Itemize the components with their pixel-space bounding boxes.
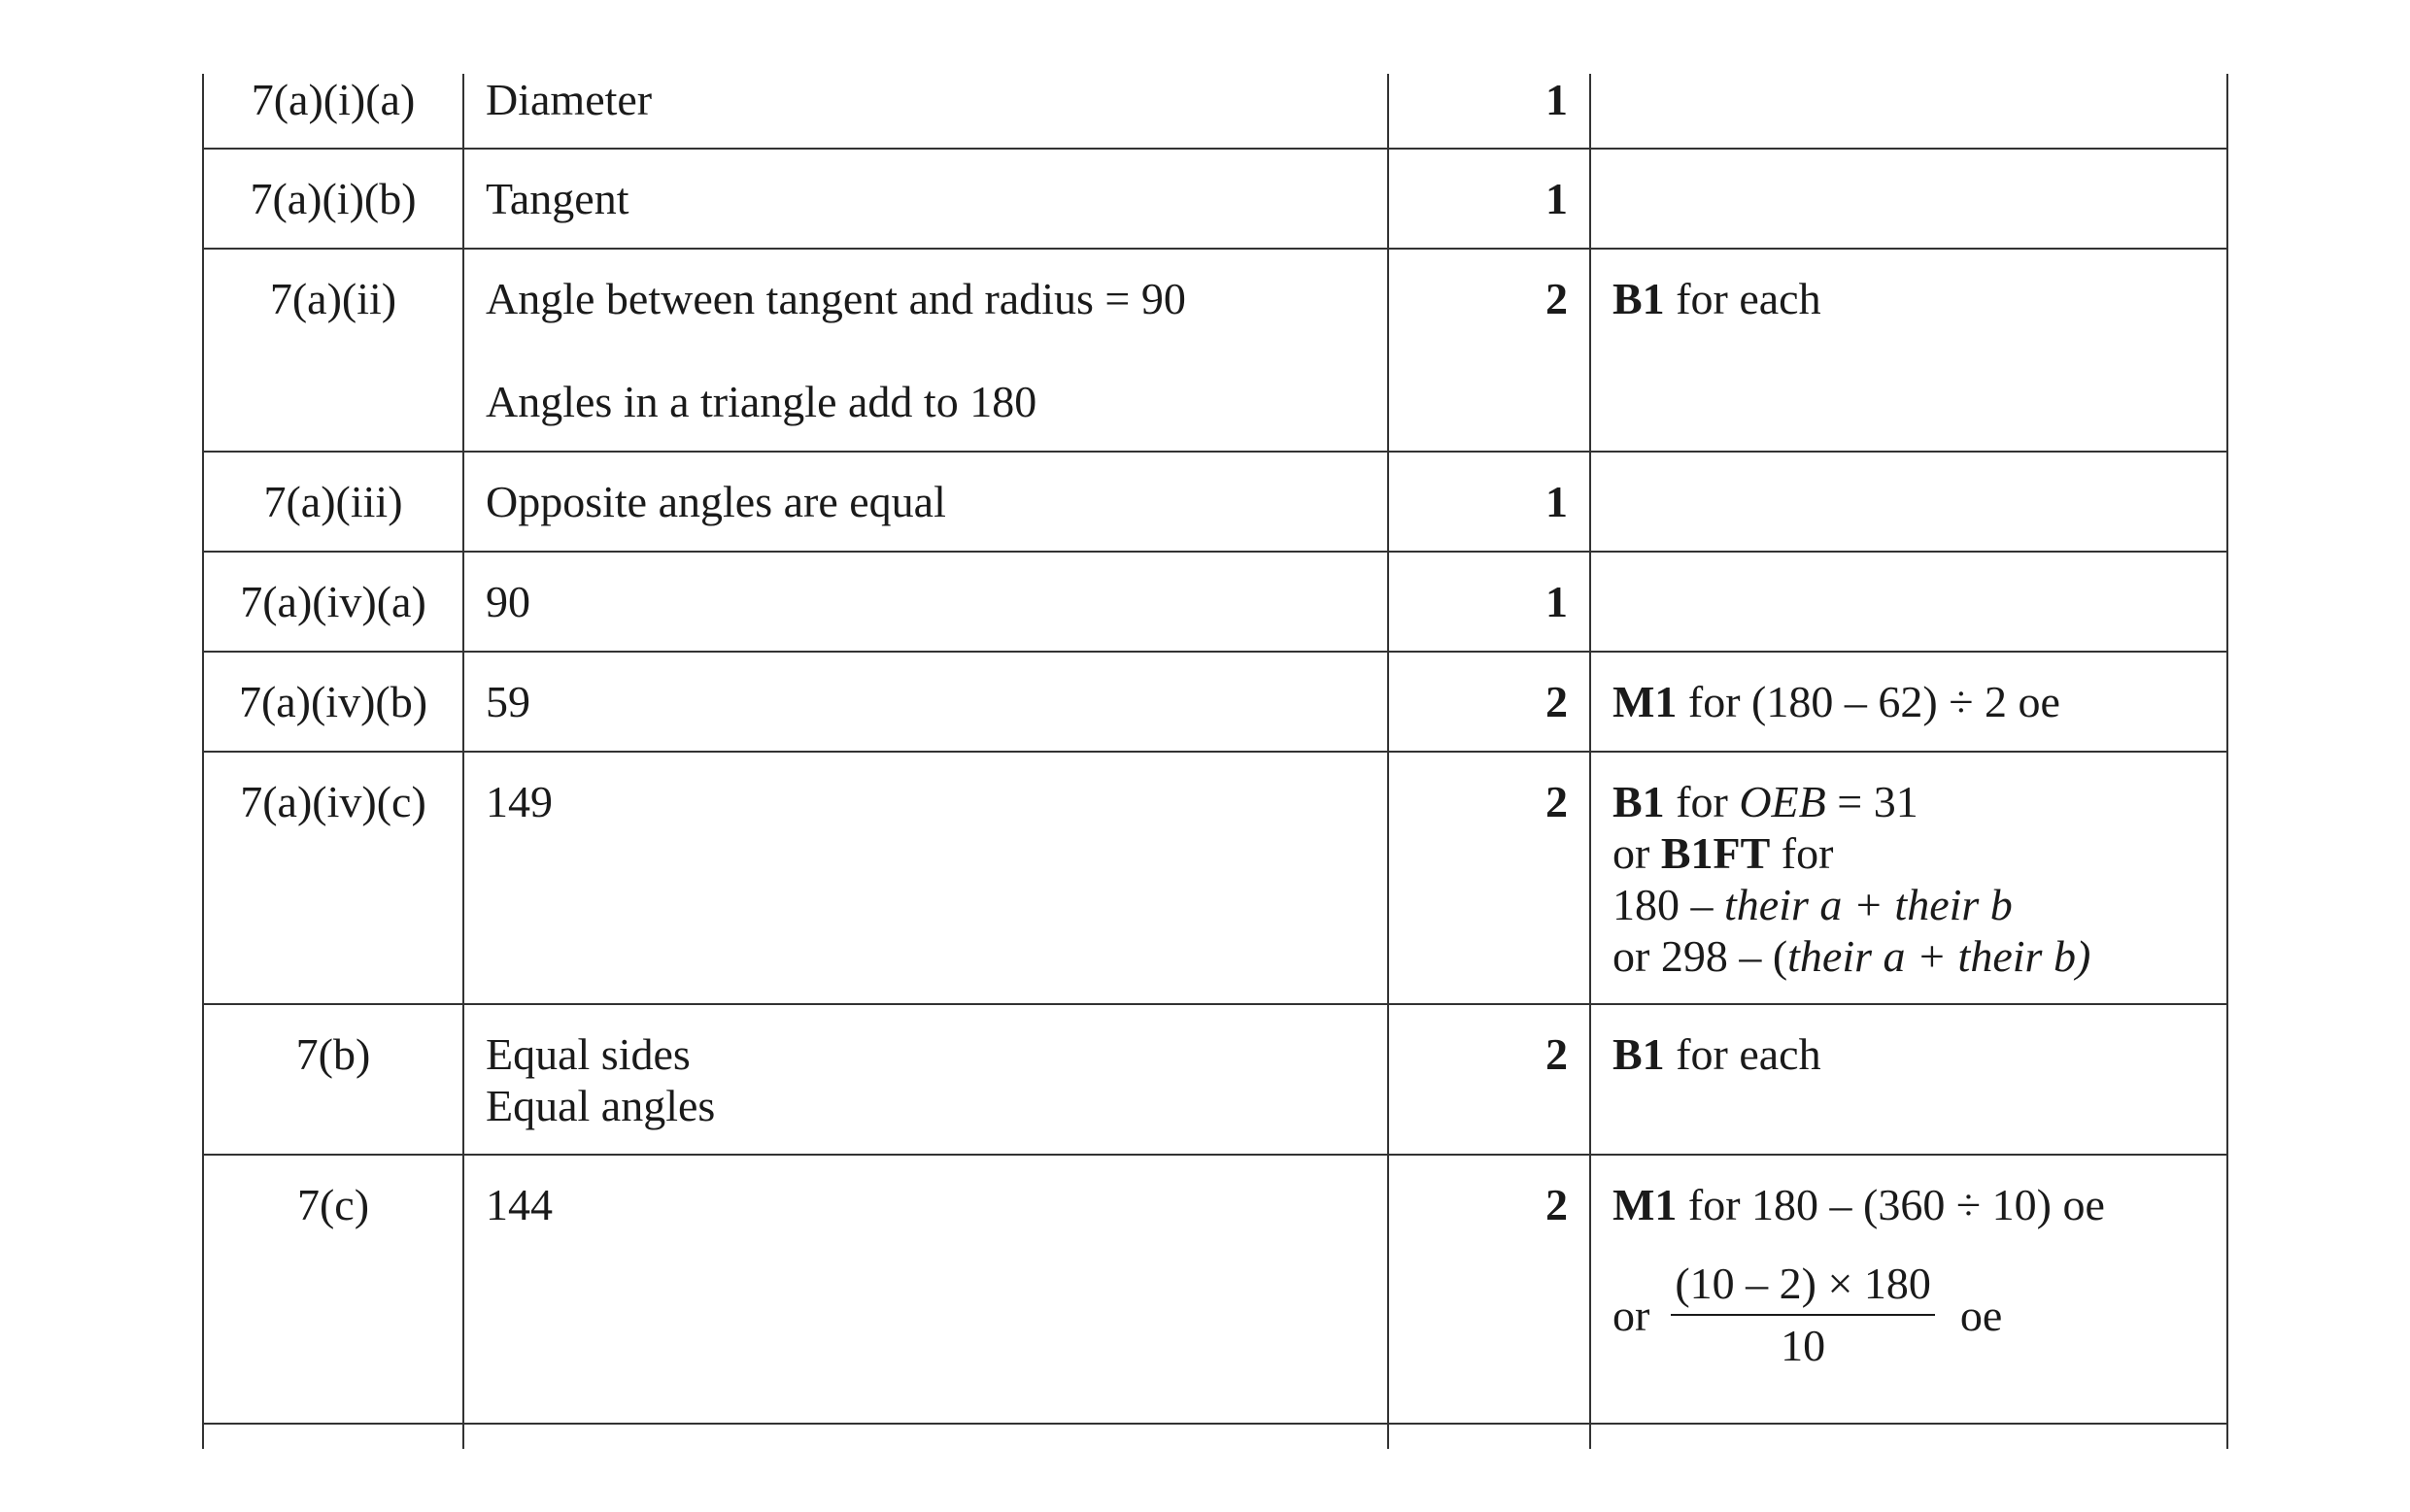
guidance-cell <box>1590 452 2227 552</box>
guidance-line: B1 for each <box>1612 1029 1821 1079</box>
answer-line: Equal angles <box>486 1081 716 1130</box>
question-cell: 7(a)(iv)(b) <box>203 652 463 752</box>
question-cell: 7(a)(iv)(c) <box>203 752 463 1004</box>
question-cell: 7(a)(i)(a) <box>203 74 463 149</box>
guidance-cell <box>1590 552 2227 652</box>
guidance-line: M1 for 180 – (360 ÷ 10) oe <box>1612 1180 2105 1229</box>
marks-cell: 1 <box>1388 452 1590 552</box>
question-cell: 7(a)(iii) <box>203 452 463 552</box>
guidance-cell <box>1590 752 2227 1004</box>
question-cell: 7(a)(ii) <box>203 249 463 452</box>
table-row <box>203 452 2227 552</box>
marks-cell: 2 <box>1388 752 1590 1004</box>
table-row <box>203 249 2227 452</box>
guidance-cell <box>1590 249 2227 452</box>
answer-cell <box>463 74 1388 149</box>
table-row <box>203 652 2227 752</box>
marks-cell: 2 <box>1388 1155 1590 1424</box>
guidance-line: 180 – their a + their b <box>1612 880 2013 929</box>
marks-cell: 1 <box>1388 74 1590 149</box>
guidance-line: M1 for (180 – 62) ÷ 2 oe <box>1612 677 2060 726</box>
marks-cell: 2 <box>1388 652 1590 752</box>
answer-cell <box>463 149 1388 249</box>
fraction-expression: or $\frac{(10 - 2) \times 180}{10}$ oe <box>1612 1259 2003 1370</box>
question-cell: 7(a)(iv)(a) <box>203 552 463 652</box>
answer-line: Equal sides <box>486 1029 691 1079</box>
mark-scheme-table <box>202 74 2228 1449</box>
marks-cell: 1 <box>1388 149 1590 249</box>
guidance-cell <box>1590 1155 2227 1424</box>
marks-cell: 2 <box>1388 249 1590 452</box>
answer-cell <box>463 752 1388 1004</box>
answer-line: 149 <box>486 777 553 826</box>
table-row <box>203 552 2227 652</box>
question-cell: 7(c) <box>203 1155 463 1424</box>
guidance-line: B1 for OEB = 31 <box>1612 777 1918 826</box>
marks-cell: 1 <box>1388 552 1590 652</box>
guidance-cell <box>1590 652 2227 752</box>
mark-code: B1 <box>1612 1029 1665 1079</box>
answer-line: 59 <box>486 677 530 726</box>
question-cell: 7(a)(i)(b) <box>203 149 463 249</box>
guidance-cell <box>1590 1004 2227 1155</box>
answer-line: Angles in a triangle add to 180 <box>486 377 1037 426</box>
mark-code: B1FT <box>1660 828 1771 878</box>
guidance-line: or B1FT for <box>1612 828 1834 878</box>
table-row <box>203 74 2227 149</box>
answer-cell <box>463 249 1388 452</box>
answer-cell <box>463 652 1388 752</box>
mark-scheme-page <box>202 74 2226 1449</box>
answer-cell <box>463 452 1388 552</box>
answer-line: 90 <box>486 577 530 626</box>
answer-line: Opposite angles are equal <box>486 477 946 526</box>
guidance-line: or 298 – (their a + their b) <box>1612 931 2091 981</box>
mark-code: B1 <box>1612 274 1665 323</box>
guidance-cell <box>1590 149 2227 249</box>
guidance-line: B1 for each <box>1612 274 1821 323</box>
answer-cell <box>463 1004 1388 1155</box>
mark-code: M1 <box>1612 677 1678 726</box>
table-row-continuation <box>203 1424 2227 1449</box>
answer-line: 144 <box>486 1180 553 1229</box>
table-row <box>203 1155 2227 1424</box>
answer-line: Diameter <box>486 75 653 124</box>
mark-code: B1 <box>1612 777 1665 826</box>
answer-line: Tangent <box>486 174 629 223</box>
table-row <box>203 1004 2227 1155</box>
fraction-numerator: (10 – 2) × 180 <box>1671 1260 1935 1316</box>
table-row <box>203 149 2227 249</box>
answer-line: Angle between tangent and radius = 90 <box>486 274 1186 323</box>
fraction <box>1671 1260 1935 1370</box>
table-row <box>203 752 2227 1004</box>
answer-cell <box>463 1155 1388 1424</box>
mark-code: M1 <box>1612 1180 1678 1229</box>
question-cell: 7(b) <box>203 1004 463 1155</box>
answer-cell <box>463 552 1388 652</box>
marks-cell: 2 <box>1388 1004 1590 1155</box>
guidance-cell <box>1590 74 2227 149</box>
fraction-denominator: 10 <box>1781 1321 1826 1370</box>
